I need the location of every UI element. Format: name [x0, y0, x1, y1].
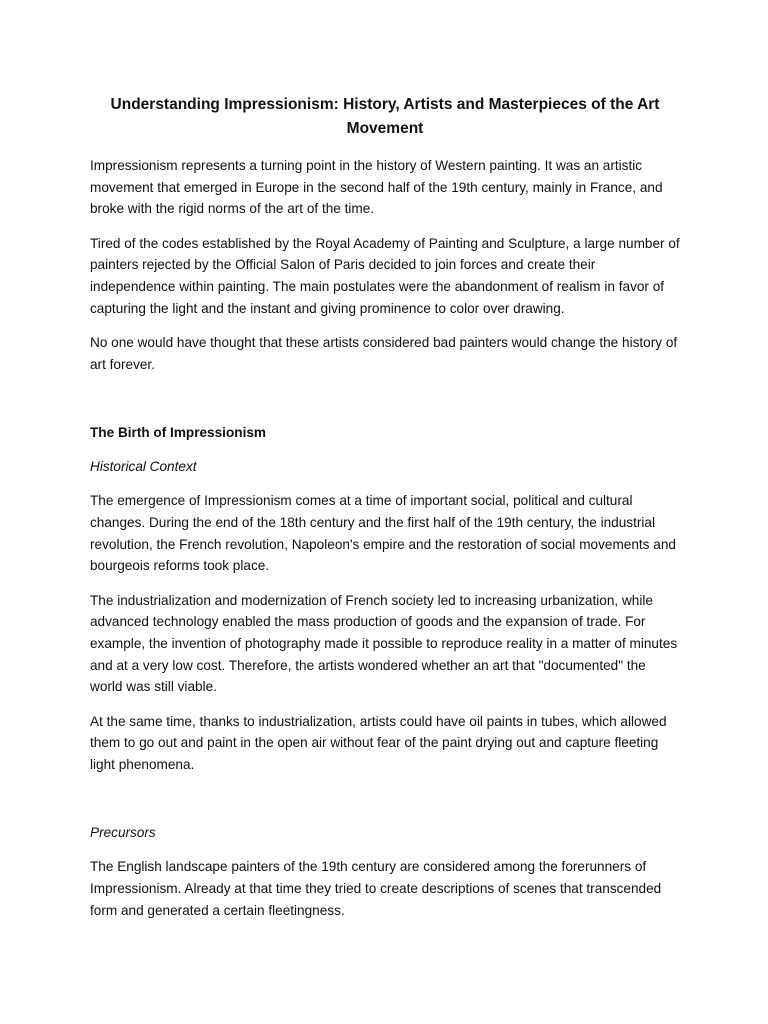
- subheading-historical-context: Historical Context: [90, 459, 197, 475]
- document-title: Understanding Impressionism: History, Artists and Masterpieces of the Art Movement: [110, 96, 660, 137]
- intro-paragraph-2: Tired of the codes established by the Royal Academy of Painting and Sculpture, a large number of painters rejected by the Official Salon of Paris decided to join forces and create their independence within painting. The main postulates were the abandonment of realism in favor of capturing the light and the instant and giving prominence to color over drawing.: [90, 235, 680, 316]
- precursors-paragraph-1: The English landscape painters of the 19th century are considered among the forerunners of Impressionism. Already at that time they tried to create descriptions of scenes that transcended form and generated a certain fleetingness.: [90, 859, 662, 918]
- section-heading-birth: The Birth of Impressionism: [90, 424, 266, 440]
- historical-paragraph-1: The emergence of Impressionism comes at a time of important social, political and cultural changes. During the end of the 18th century and the first half of the 19th century, the industrial revolution, the French revolution, Napoleon's empire and the restoration of social movements and bourgeois reforms took place.: [90, 493, 676, 574]
- historical-paragraph-2: The industrialization and modernization of French society led to increasing urbanization, while advanced technology enabled the mass production of goods and the expansion of trade. For example, the invention of photography made it possible to reproduce reality in a matter of minutes and at a very low cost. Therefore, the artists wondered whether an art that "documented" the world was still viable.: [90, 592, 678, 695]
- historical-paragraph-3: At the same time, thanks to industrialization, artists could have oil paints in tubes, which allowed them to go out and paint in the open air without fear of the paint drying out and capture fleeting light phenomena.: [90, 713, 667, 772]
- section-spacer: [90, 388, 680, 422]
- document-body: [90, 93, 680, 934]
- intro-paragraph-1: Impressionism represents a turning point in the history of Western painting. It was an artistic movement that emerged in Europe in the second half of the 19th century, mainly in France, and broke with the rigid norms of the art of the time.: [90, 158, 663, 217]
- section-spacer: [90, 788, 680, 822]
- intro-paragraph-3: No one would have thought that these artists considered bad painters would change the history of art forever.: [90, 334, 678, 372]
- subheading-precursors: Precursors: [90, 825, 156, 841]
